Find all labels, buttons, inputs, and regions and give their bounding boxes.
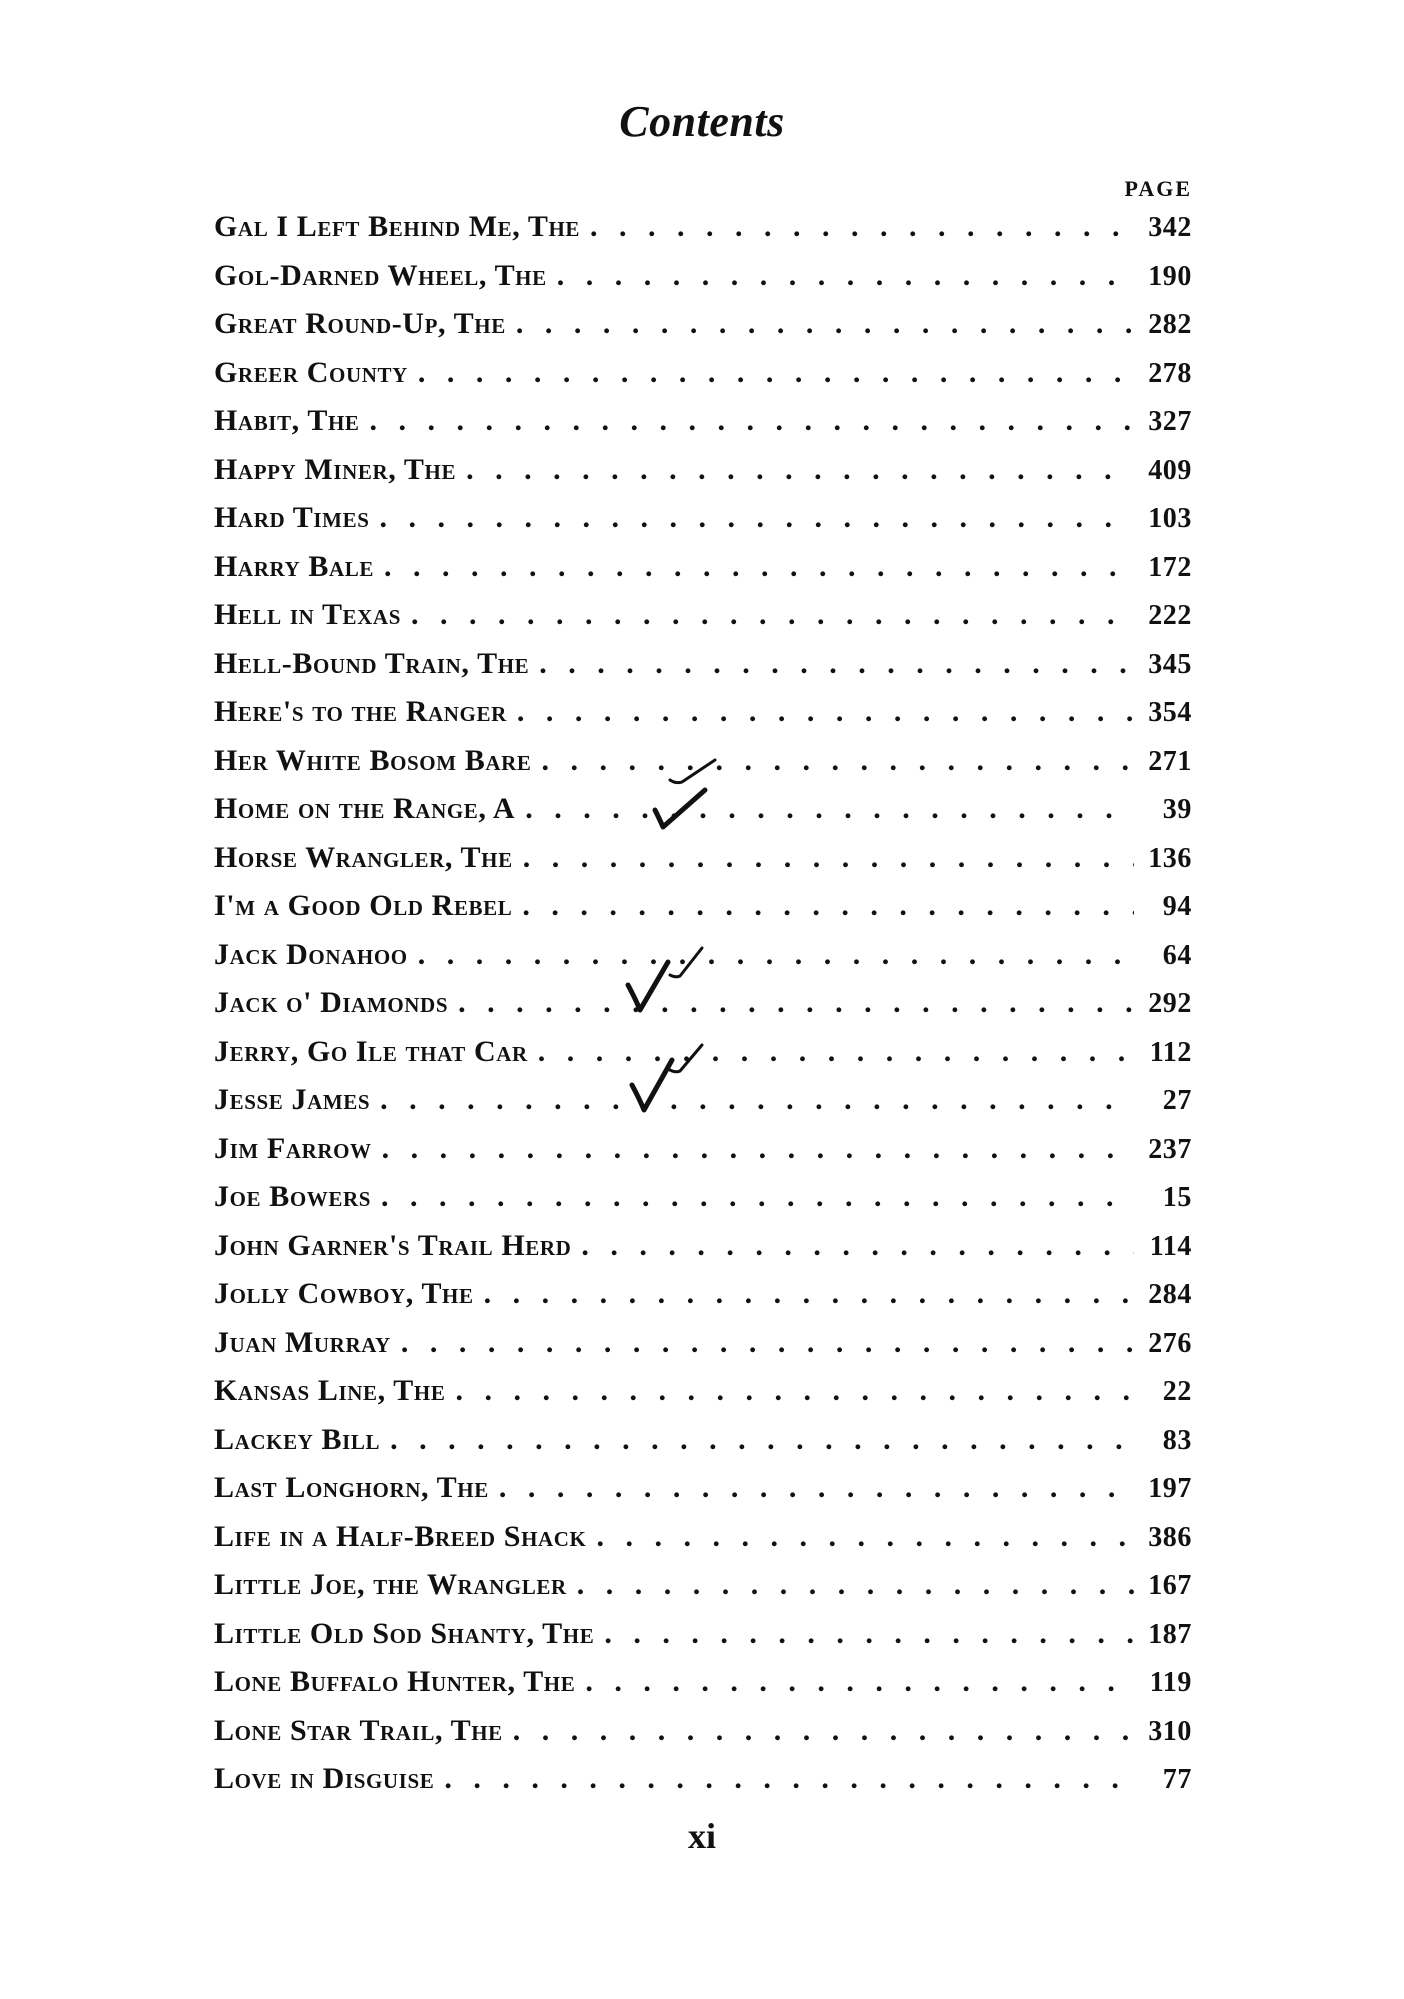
entry-page-number: 409 <box>1148 454 1192 486</box>
entry-title: Here's to the Ranger <box>214 695 507 728</box>
entry-title: John Garner's Trail Herd <box>214 1228 572 1262</box>
entry-page-number: 310 <box>1148 1715 1192 1747</box>
entry-page-number: 27 <box>1162 1085 1192 1116</box>
entry-title: Jolly Cowboy, The <box>214 1277 474 1310</box>
entry-title: Jim Farrow <box>214 1131 372 1165</box>
dot-leader <box>538 1035 1134 1069</box>
entry-page-number: 197 <box>1148 1473 1192 1504</box>
toc-entry <box>214 647 1192 696</box>
entry-title: Little Joe, the Wrangler <box>214 1568 567 1601</box>
entry-title: Hard Times <box>214 501 370 534</box>
entry-page-number: 83 <box>1162 1424 1192 1456</box>
entry-page-number: 354 <box>1148 697 1192 728</box>
entry-page-number: 39 <box>1162 794 1192 825</box>
page-number: xi <box>687 1816 716 1856</box>
entry-page-number: 282 <box>1148 309 1192 340</box>
contents-list <box>214 210 1192 1811</box>
entry-page-number: 22 <box>1162 1376 1192 1407</box>
dot-leader <box>484 1277 1134 1311</box>
entry-title: Gol-Darned Wheel, The <box>214 258 547 292</box>
dot-leader <box>444 1762 1134 1796</box>
dot-leader <box>382 1132 1134 1166</box>
toc-entry <box>214 889 1192 938</box>
entry-page-number: 284 <box>1148 1279 1192 1310</box>
toc-entry <box>214 1714 1192 1763</box>
entry-title: Hell in Texas <box>214 598 401 631</box>
toc-entry <box>214 1132 1192 1181</box>
dot-leader <box>455 1374 1134 1408</box>
entry-title: Harry Bale <box>214 549 374 583</box>
entry-title: Hell-Bound Train, The <box>214 646 530 680</box>
dot-leader <box>581 1229 1134 1263</box>
entry-page-number: 15 <box>1162 1182 1192 1213</box>
entry-page-number: 114 <box>1149 1230 1192 1262</box>
entry-page-number: 167 <box>1148 1570 1192 1601</box>
dot-leader <box>542 744 1134 778</box>
toc-entry <box>214 598 1192 647</box>
toc-entry <box>214 1277 1192 1326</box>
dot-leader <box>380 1083 1134 1117</box>
toc-entry <box>214 986 1192 1035</box>
toc-entry <box>214 1035 1192 1084</box>
entry-title: Happy Miner, The <box>214 452 457 486</box>
entry-title: Great Round-Up, The <box>214 307 506 340</box>
dot-leader <box>418 356 1134 390</box>
entry-page-number: 271 <box>1148 745 1192 777</box>
entry-title: Lone Star Trail, The <box>214 1713 503 1747</box>
dot-leader <box>381 1180 1134 1214</box>
dot-leader <box>585 1665 1134 1699</box>
entry-page-number: 172 <box>1148 551 1192 583</box>
entry-title: Love in Disguise <box>214 1762 435 1795</box>
entry-title: Little Old Sod Shanty, The <box>214 1616 595 1650</box>
toc-entry <box>214 938 1192 987</box>
entry-page-number: 342 <box>1148 212 1192 243</box>
dot-leader <box>370 404 1135 438</box>
entry-page-number: 136 <box>1148 842 1192 874</box>
toc-entry <box>214 792 1192 841</box>
entry-title: Joe Bowers <box>214 1180 372 1213</box>
toc-entry <box>214 453 1192 502</box>
entry-title: Jack Donahoo <box>214 937 408 971</box>
toc-entry <box>214 356 1192 405</box>
toc-entry <box>214 1326 1192 1375</box>
entry-page-number: 222 <box>1148 600 1192 631</box>
entry-title: Juan Murray <box>214 1325 391 1359</box>
dot-leader <box>525 792 1134 826</box>
entry-title: Horse Wrangler, The <box>214 840 513 874</box>
dot-leader <box>379 501 1134 535</box>
toc-entry <box>214 1083 1192 1132</box>
toc-entry <box>214 1374 1192 1423</box>
dot-leader <box>577 1568 1134 1602</box>
entry-title: Gal I Left Behind Me, The <box>214 210 581 243</box>
dot-leader <box>411 598 1134 632</box>
entry-page-number: 77 <box>1162 1764 1192 1795</box>
dot-leader <box>384 550 1134 584</box>
entry-page-number: 187 <box>1148 1618 1192 1650</box>
page-title: Contents <box>619 97 785 146</box>
toc-entry <box>214 695 1192 744</box>
toc-entry <box>214 1617 1192 1666</box>
entry-page-number: 278 <box>1148 357 1192 389</box>
entry-page-number: 386 <box>1148 1521 1192 1553</box>
entry-title: Jerry, Go Ile that Car <box>214 1034 528 1068</box>
dot-leader <box>604 1617 1134 1651</box>
dot-leader <box>516 307 1134 341</box>
entry-title: Lackey Bill <box>214 1422 381 1456</box>
toc-entry <box>214 307 1192 356</box>
entry-title: Her White Bosom Bare <box>214 743 532 777</box>
entry-title: Jack o' Diamonds <box>214 986 449 1019</box>
dot-leader <box>517 695 1134 729</box>
entry-title: Last Longhorn, The <box>214 1471 489 1504</box>
dot-leader <box>523 841 1134 875</box>
dot-leader <box>522 889 1134 923</box>
entry-title: Greer County <box>214 355 408 389</box>
toc-entry <box>214 404 1192 453</box>
entry-title: Habit, The <box>214 404 360 437</box>
dot-leader <box>596 1520 1134 1554</box>
toc-entry <box>214 501 1192 550</box>
dot-leader <box>590 210 1134 244</box>
dot-leader <box>466 453 1134 487</box>
entry-title: Kansas Line, The <box>214 1374 446 1407</box>
dot-leader <box>499 1471 1134 1505</box>
toc-entry <box>214 841 1192 890</box>
entry-title: Life in a Half-Breed Shack <box>214 1519 587 1553</box>
entry-page-number: 276 <box>1148 1327 1192 1359</box>
toc-entry <box>214 259 1192 308</box>
dot-leader <box>539 647 1134 681</box>
dot-leader <box>458 986 1134 1020</box>
toc-entry <box>214 550 1192 599</box>
entry-title: Home on the Range, A <box>214 792 516 825</box>
dot-leader <box>418 938 1134 972</box>
entry-page-number: 64 <box>1162 939 1192 971</box>
entry-page-number: 103 <box>1148 503 1192 534</box>
toc-entry <box>214 1471 1192 1520</box>
entry-page-number: 94 <box>1162 891 1192 922</box>
entry-title: Lone Buffalo Hunter, The <box>214 1665 576 1698</box>
entry-page-number: 327 <box>1148 406 1192 437</box>
entry-title: I'm a Good Old Rebel <box>214 889 513 922</box>
entry-page-number: 292 <box>1148 988 1192 1019</box>
dot-leader <box>401 1326 1134 1360</box>
entry-page-number: 112 <box>1149 1036 1192 1068</box>
entry-title: Jesse James <box>214 1083 371 1116</box>
toc-entry <box>214 1762 1192 1811</box>
entry-page-number: 190 <box>1148 260 1192 292</box>
dot-leader <box>390 1423 1134 1457</box>
toc-entry <box>214 1180 1192 1229</box>
toc-entry <box>214 1665 1192 1714</box>
toc-entry <box>214 1423 1192 1472</box>
entry-page-number: 119 <box>1149 1667 1192 1698</box>
toc-entry <box>214 744 1192 793</box>
page-column-header: PAGE <box>1124 176 1192 201</box>
entry-page-number: 345 <box>1148 648 1192 680</box>
dot-leader <box>513 1714 1134 1748</box>
toc-entry <box>214 210 1192 259</box>
toc-entry <box>214 1568 1192 1617</box>
toc-entry <box>214 1229 1192 1278</box>
toc-entry <box>214 1520 1192 1569</box>
dot-leader <box>557 259 1134 293</box>
entry-page-number: 237 <box>1148 1133 1192 1165</box>
